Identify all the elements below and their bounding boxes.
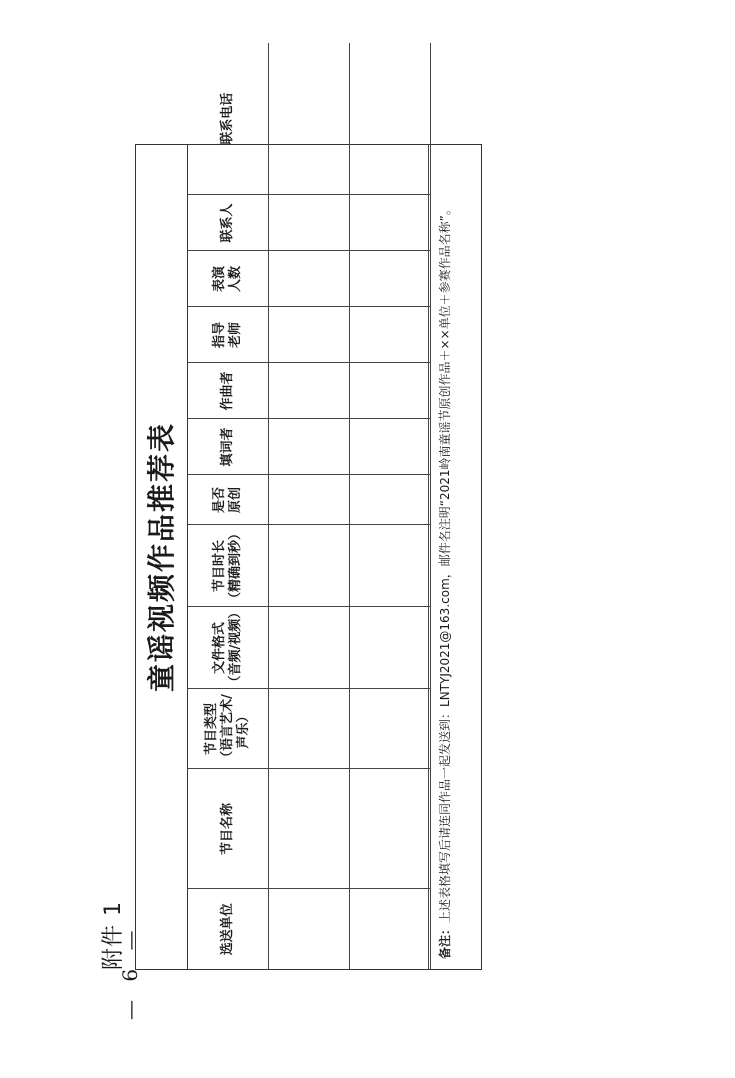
form-field[interactable] bbox=[269, 475, 350, 525]
attachment-label: 附件 1 bbox=[101, 901, 126, 970]
header-text: 是否 原创 bbox=[211, 487, 243, 514]
form-field[interactable] bbox=[350, 43, 431, 195]
form-field[interactable] bbox=[269, 525, 350, 607]
header-cell bbox=[188, 43, 269, 195]
form-field[interactable] bbox=[350, 419, 431, 475]
form-field[interactable] bbox=[350, 475, 431, 525]
header-text: 填词者 bbox=[219, 427, 235, 467]
page-number: — 6 — bbox=[118, 924, 142, 1020]
recommendation-form bbox=[135, 92, 482, 970]
form-title: 童谣视频作品推荐表 bbox=[136, 145, 188, 969]
form-field[interactable] bbox=[269, 419, 350, 475]
form-field[interactable] bbox=[350, 889, 431, 969]
header-cell bbox=[188, 363, 269, 419]
form-field[interactable] bbox=[269, 363, 350, 419]
form-field[interactable] bbox=[350, 307, 431, 363]
form-field[interactable] bbox=[350, 689, 431, 769]
form-table bbox=[188, 43, 431, 969]
form-note bbox=[428, 145, 483, 969]
header-text: 节目时长 （精确到秒） bbox=[211, 527, 243, 606]
header-text: 选送单位 bbox=[219, 903, 235, 956]
header-text: 表演 人数 bbox=[211, 266, 243, 293]
note-text: 上述表格填写后请连同作品一起发送到：LNTYJ2021@163.com，邮件名注明“2021岭南童谣节原创作品＋××单位＋参赛作品名称”。 bbox=[438, 203, 452, 923]
form-field[interactable] bbox=[350, 251, 431, 307]
header-cell bbox=[188, 251, 269, 307]
header-text: 节目名称 bbox=[219, 803, 235, 856]
header-cell bbox=[188, 195, 269, 251]
form-field[interactable] bbox=[350, 363, 431, 419]
form-field[interactable] bbox=[269, 307, 350, 363]
note-label: 备注： bbox=[438, 922, 452, 959]
header-cell bbox=[188, 419, 269, 475]
form-field[interactable] bbox=[350, 607, 431, 689]
header-cell bbox=[188, 769, 269, 889]
form-field[interactable] bbox=[350, 195, 431, 251]
header-cell bbox=[188, 307, 269, 363]
header-text: 节目类型 （语言艺术/ 声乐） bbox=[203, 694, 252, 764]
header-cell bbox=[188, 475, 269, 525]
header-text: 联系人 bbox=[219, 203, 235, 243]
header-text: 作曲者 bbox=[219, 371, 235, 411]
header-cell bbox=[188, 689, 269, 769]
form-field[interactable] bbox=[269, 43, 350, 195]
form-field[interactable] bbox=[269, 607, 350, 689]
form-field[interactable] bbox=[269, 769, 350, 889]
header-row bbox=[188, 43, 269, 969]
form-field[interactable] bbox=[350, 525, 431, 607]
header-text: 指导 老师 bbox=[211, 322, 243, 349]
header-cell bbox=[188, 607, 269, 689]
form-field[interactable] bbox=[269, 251, 350, 307]
header-cell bbox=[188, 525, 269, 607]
header-cell bbox=[188, 889, 269, 969]
header-text: 文件格式 （音频/视频） bbox=[211, 605, 243, 689]
table-row bbox=[269, 43, 350, 969]
form-field[interactable] bbox=[269, 195, 350, 251]
form-field[interactable] bbox=[269, 889, 350, 969]
table-row bbox=[350, 43, 431, 969]
form-field[interactable] bbox=[269, 689, 350, 769]
header-text: 联系电话 bbox=[219, 92, 235, 145]
form-field[interactable] bbox=[350, 769, 431, 889]
